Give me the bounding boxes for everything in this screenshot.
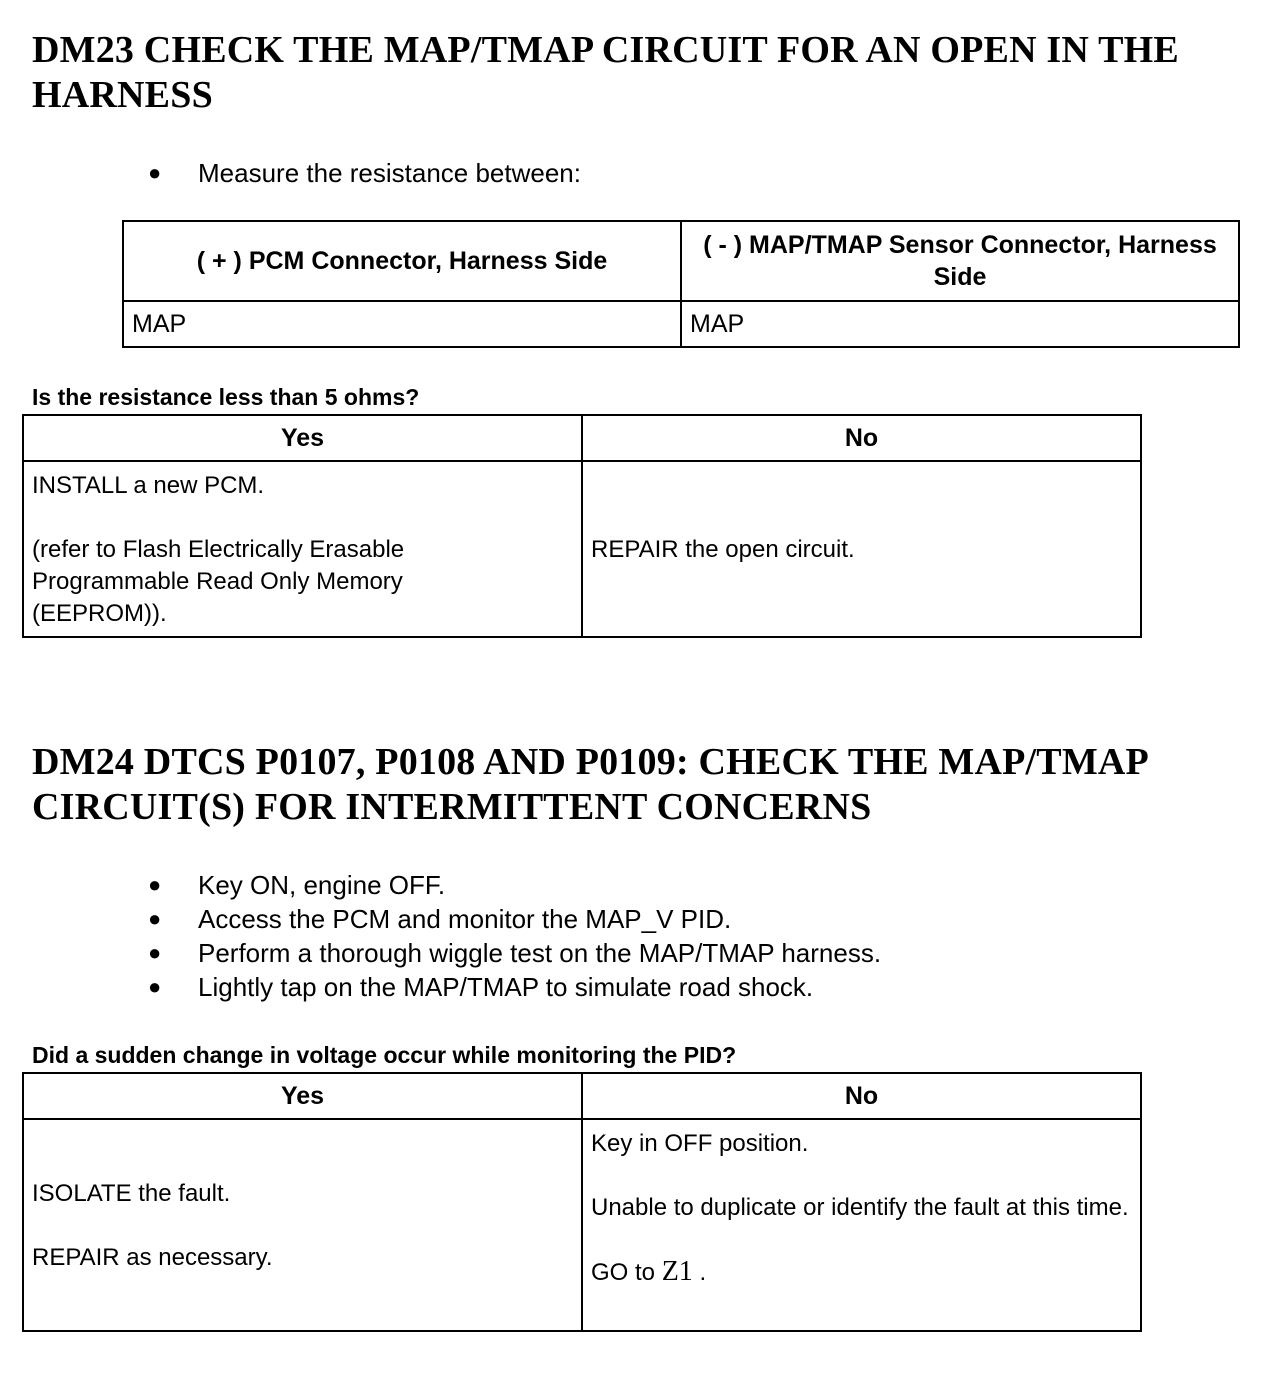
list-item: ● Perform a thorough wiggle test on the MAP/TMAP harness. — [148, 938, 882, 968]
list-item: ● Lightly tap on the MAP/TMAP to simulate road shock. — [148, 972, 814, 1002]
no-cell — [582, 461, 1141, 637]
yes-line: ISOLATE the fault. — [32, 1180, 231, 1207]
table-row — [23, 1119, 1141, 1331]
list-item: ● Access the PCM and monitor the MAP_V PID. — [148, 904, 732, 934]
table-row — [23, 461, 1141, 637]
no-line: Key in OFF position. — [591, 1130, 809, 1157]
bullet-icon: ● — [148, 872, 162, 897]
no-line: REPAIR the open circuit. — [591, 536, 855, 563]
yes-header: Yes — [23, 1073, 582, 1119]
table-cell: MAP — [681, 301, 1239, 347]
go-to-prefix: GO to — [591, 1259, 656, 1286]
no-header: No — [582, 1073, 1141, 1119]
table-row — [123, 301, 1239, 347]
dm23-bullet-list — [148, 156, 581, 190]
no-header: No — [582, 415, 1141, 461]
table-header-row — [23, 415, 1141, 461]
bullet-icon: ● — [148, 940, 162, 965]
table-header-row — [123, 221, 1239, 301]
table-header-row — [23, 1073, 1141, 1119]
dm24-yes-no-table — [22, 1072, 1142, 1332]
yes-line: (refer to Flash Electrically Erasable Programmable Read Only Memory (EEPROM)). — [32, 536, 405, 627]
column-header: ( + ) PCM Connector, Harness Side — [123, 221, 681, 301]
yes-cell — [23, 1119, 582, 1331]
dm23-heading: DM23 CHECK THE MAP/TMAP CIRCUIT FOR AN OPEN IN THE HARNESS — [32, 29, 1179, 116]
bullet-icon: ● — [148, 906, 162, 931]
bullet-icon: ● — [148, 974, 162, 999]
dm24-heading: DM24 DTCS P0107, P0108 AND P0109: CHECK THE MAP/TMAP CIRCUIT(S) FOR INTERMITTENT CONCERNS — [32, 741, 1147, 828]
dm24-bullet-list — [148, 868, 881, 1004]
dm23-question: Is the resistance less than 5 ohms? — [32, 384, 420, 410]
no-cell — [582, 1119, 1141, 1331]
list-item: ● Key ON, engine OFF. — [148, 870, 446, 900]
table-cell: MAP — [123, 301, 681, 347]
column-header: ( - ) MAP/TMAP Sensor Connector, Harness Side — [681, 221, 1239, 301]
yes-line: INSTALL a new PCM. — [32, 472, 265, 499]
yes-header: Yes — [23, 415, 582, 461]
dm23-yes-no-table — [22, 414, 1142, 638]
bullet-icon: ● — [148, 160, 162, 185]
go-to-line — [591, 1256, 1132, 1289]
dm23-measure-table — [122, 220, 1240, 348]
yes-line: REPAIR as necessary. — [32, 1244, 273, 1271]
no-line: Unable to duplicate or identify the fault at this time. — [591, 1194, 1129, 1221]
list-item: ● Measure the resistance between: — [148, 158, 581, 188]
dm24-question: Did a sudden change in voltage occur while monitoring the PID? — [32, 1042, 737, 1068]
yes-cell — [23, 461, 582, 637]
go-to-z1-link[interactable]: Z1 — [661, 1256, 693, 1287]
go-to-suffix: . — [699, 1259, 707, 1286]
